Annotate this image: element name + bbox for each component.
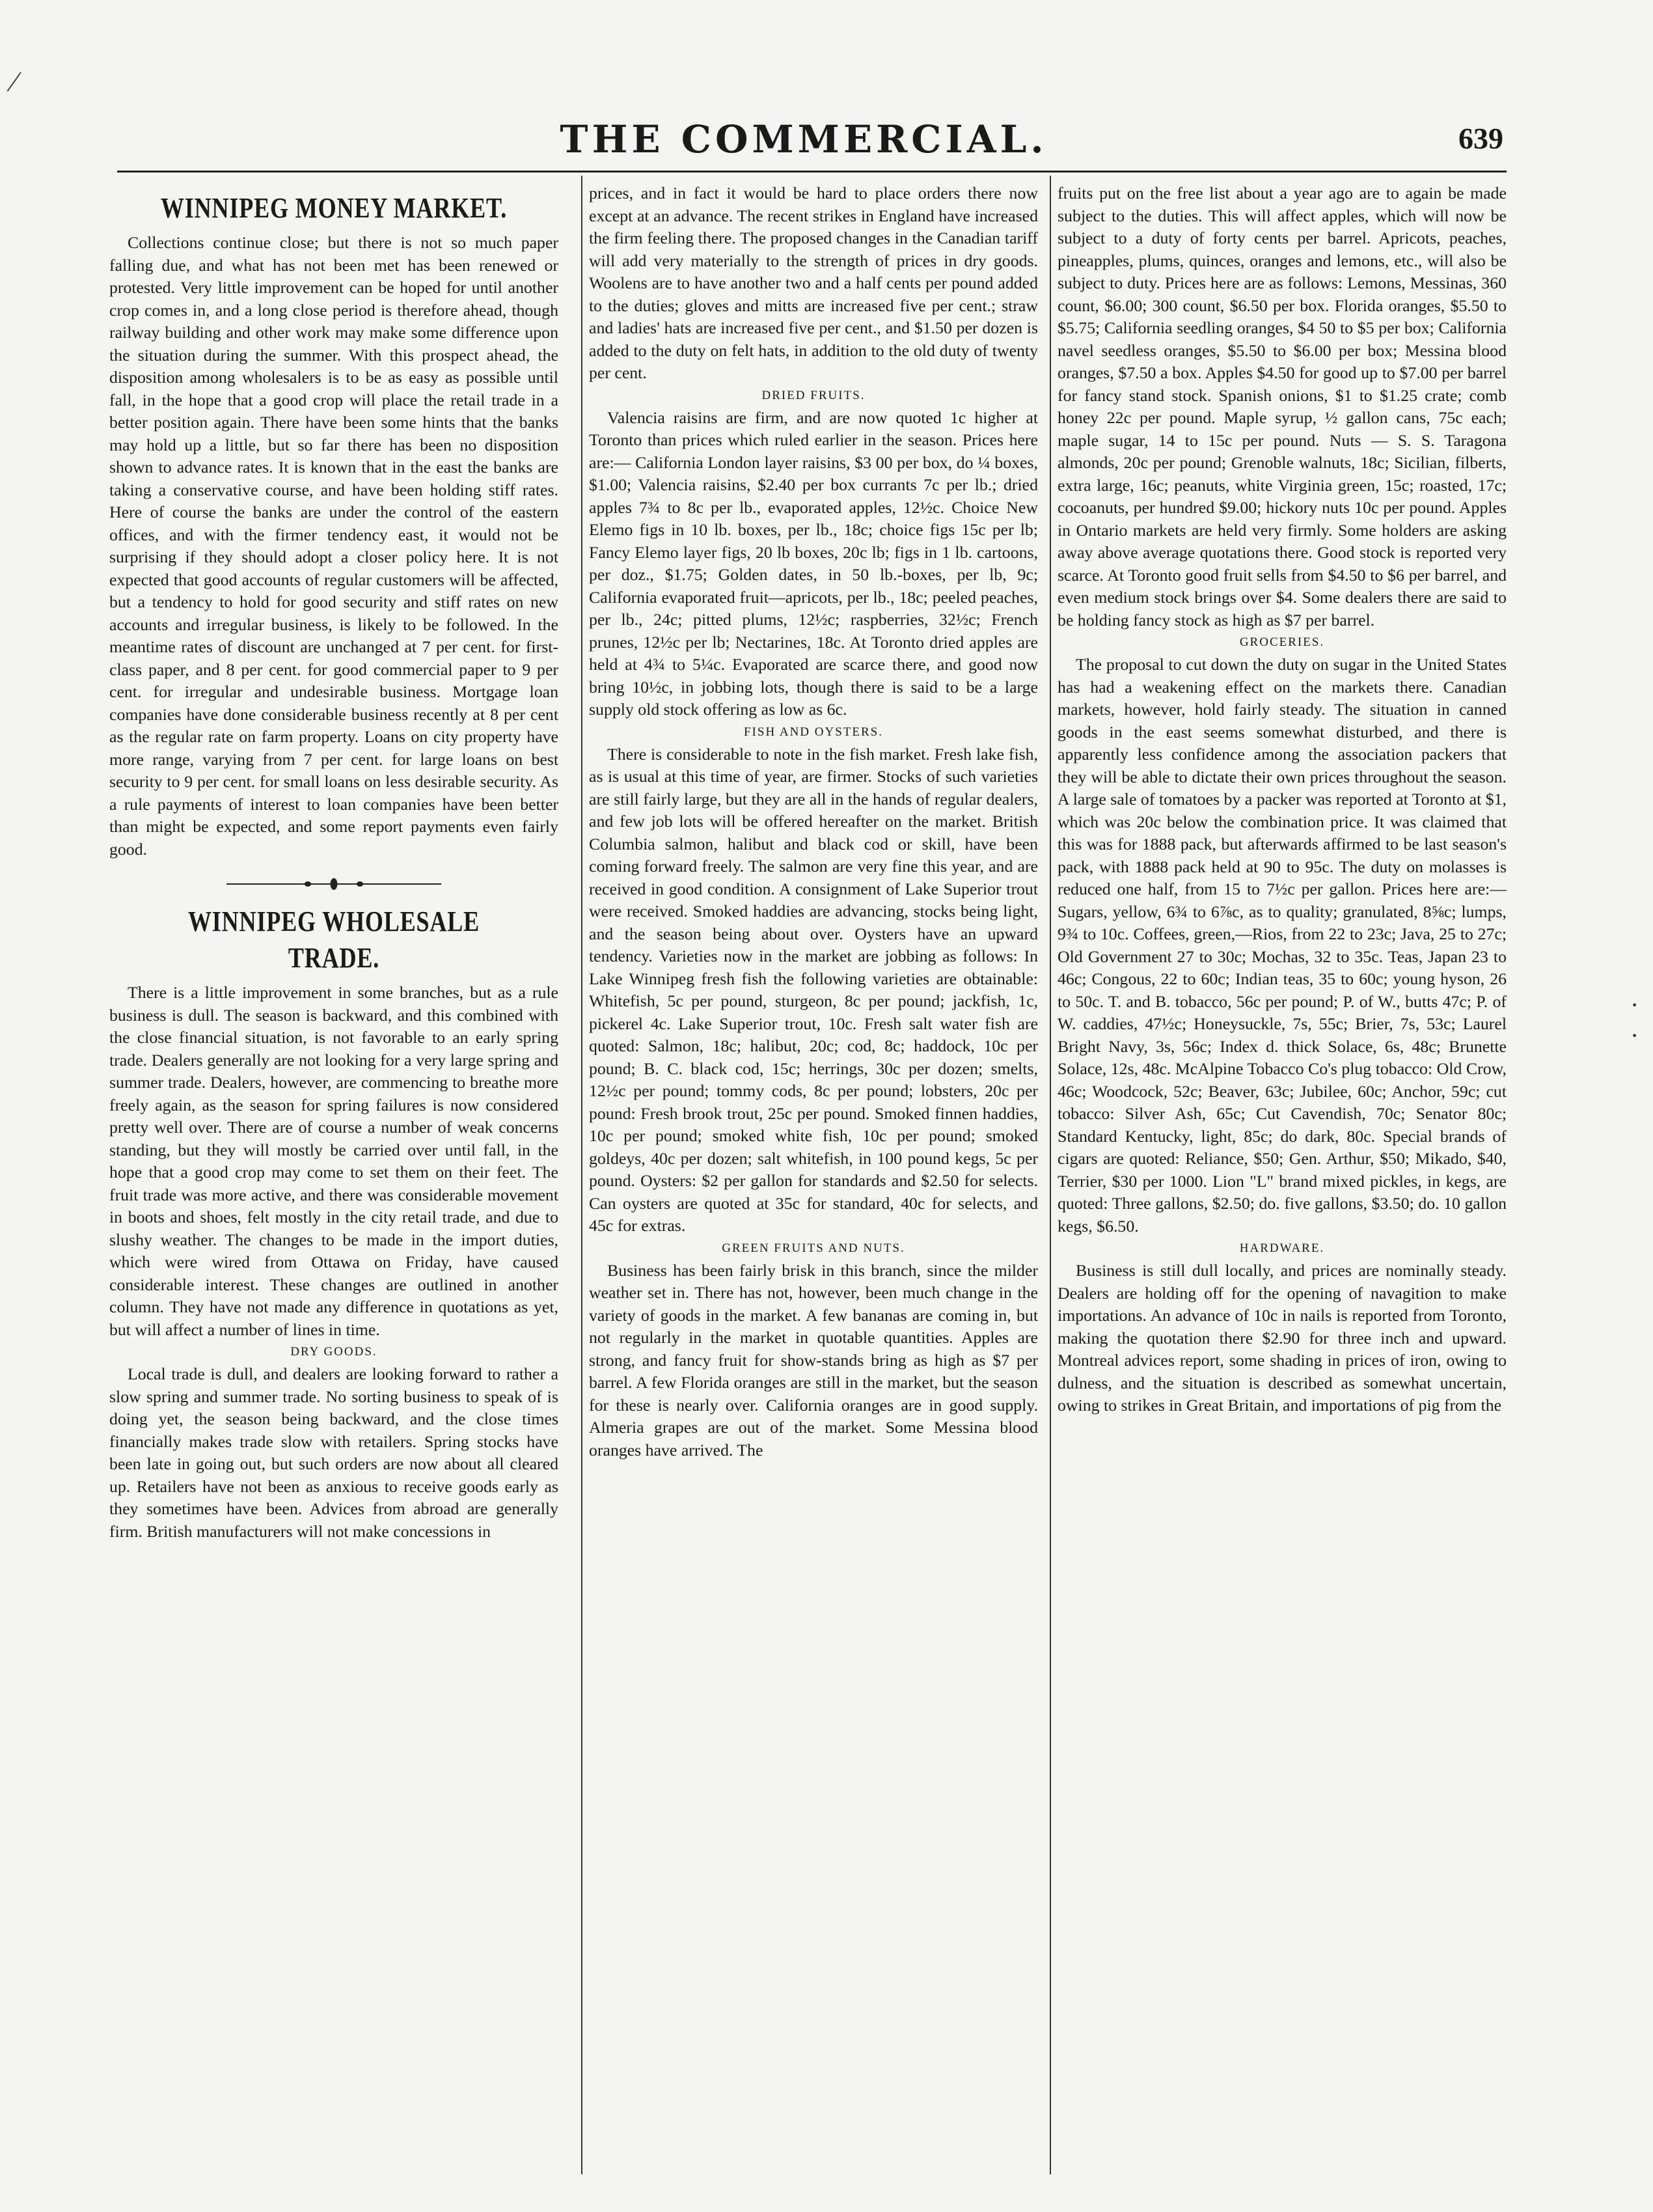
column-3	[1058, 182, 1507, 2187]
article-dry-goods: Local trade is dull, and dealers are looking forward to rather a slow spring and summer trade. No sorting business to speak of is doing yet, the season being backward, and the close times financially makes trade slow with retailers. Spring stocks have been late in going out, but such orders are now about all cleared up. Retailers have not been as anxious to receive goods early as they sometimes have been. Advices from abroad are generally firm. British manufacturers will not make concessions in	[109, 1364, 558, 1541]
edge-mark: · ·	[1630, 990, 1639, 1050]
article-money-market: Collections continue close; but there is not so much paper falling due, and what has not been met has been renewed or protested. Very little improvement can be hoped for until another crop comes in, and a long close period is therefore ahead, though railway building and other work may make some difference upon the situation during the summer. With this prospect ahead, the disposition among wholesalers is to be as easy as possible until fall, in the hope that a good crop will place the retail trade in a better position again. There have been some hints that the banks may hold up a little, but so far there has been no disposition shown to advance rates. It is known that in the east the banks are taking a conservative course, and have been holding stiff rates. Here of course the banks are under the control of the eastern offices, and with the firmer tendency east, it would not be surprising if they should adopt a closer policy here. It is not expected that good accounts of regular customers will be affected, but a tendency to hold for good security and stiff rates on new accounts and irregular business, is likely to be followed. In the meantime rates of discount are unchanged at 7 per cent. for first-class paper, and 8 per cent. for good commercial paper to 9 per cent. for irregular and undesirable business. Mortgage loan companies have done considerable business recently at 8 per cent as the regular rate on farm property. Loans on city property have more range, varying from 7 per cent. for large loans on best security to 9 per cent. for small loans on less desirable security. As a rule payments of interest to loan companies have been better than might be expected, and some report payments even fairly good.	[109, 233, 558, 859]
article-groceries: The proposal to cut down the duty on sugar in the United States has had a weakening effect on the markets there. Canadian markets, however, hold fairly steady. The situation in canned goods in the east seems somewhat disturbed, and there is apparently less confidence among the association packers that they will be able to dictate their own prices throughout the season. A large sale of tomatoes by a packer was reported at Toronto at $1, which was 20c below the combination price. It was claimed that this was for 1888 pack, but afterwards affirmed to be last season's pack, with 1888 pack held at 90 to 95c. The duty on molasses is reduced one half, from 15 to 7½c per gallon. Prices here are:—Sugars, yellow, 6¾ to 6⅞c, as to quality; granulated, 8⅝c; lumps, 9¾ to 10c. Coffees, green,—Rios, from 22 to 23c; Java, 25 to 27c; Old Government 27 to 30c; Mochas, 32 to 35c. Teas, Japan 23 to 46c; Congous, 22 to 60c; Indian teas, 35 to 60c; young hyson, 26 to 50c. T. and B. tobacco, 56c per pound; P. of W., butts 47c; P. of W. caddies, 47½c; Honeysuckle, 7s, 55c; Brier, 7s, 53c; Laurel Bright Navy, 3s, 56c; Index d. thick Solace, 6s, 48c; Brunette Solace, 12s, 48c. McAlpine Tobacco Co's plug tobacco: Old Crow, 46c; Woodcock, 52c; Beaver, 63c; Jubilee, 60c; Anchor, 59c; cut tobacco: Silver Ash, 65c; Cut Cavendish, 70c; Senator 80c; Standard Kentucky, light, 85c; do dark, 80c. Special brands of cigars are quoted: Reliance, $50; Gen. Arthur, $50; Mikado, $40, Terrier, $30 per 1000. Lion "L" brand mixed pickles, in kegs, are quoted: Three gallons, $2.50; do. five gallons, $3.50; do. 10 gallon kegs, $6.50.	[1058, 655, 1507, 1236]
headline-wholesale-trade: WINNIPEG WHOLESALE TRADE.	[187, 906, 480, 974]
column-divider-2	[1050, 176, 1051, 2174]
subhead-dried-fruits: DRIED FRUITS.	[761, 388, 866, 402]
subhead-green-fruits: GREEN FRUITS AND NUTS.	[722, 1241, 905, 1255]
article-dried-fruits: Valencia raisins are firm, and are now quoted 1c higher at Toronto than prices which ruled earlier in the season. Prices here are:— California London layer raisins, $3 00 per box, do ¼ boxes, $1.00; Valencia raisins, $2.40 per box currants 7c per lb.; dried apples 7¾ to 8c per lb., evaporated apples, 12½c. Choice New Elemo figs in 10 lb. boxes, per lb., 18c; choice figs 15c per lb; Fancy Elemo layer figs, 20 lb boxes, 20c lb; figs in 1 lb. cartoons, per doz., $1.75; Golden dates, in 50 lb.-boxes, per lb, 9c; California evaporated fruit—apricots, per lb., 18c; peeled peaches, per lb., 24c; pitted plums, 12½c; raspberries, 32½c; French prunes, 12½c per lb; Nectarines, 18c. At Toronto dried apples are held at 4¾ to 5¼c. Evaporated are scarce there, and good now bring 10½c, in jobbing lots, though there is said to be a large supply old stock offering as low as 6c.	[589, 408, 1038, 719]
article-dry-goods-continued: prices, and in fact it would be hard to place orders there now except at an advance. The recent strikes in England have increased the firm feeling there. The proposed changes in the Canadian tariff will add very materially to the strength of prices in dry goods. Woolens are to have another two and a half cents per pound added to the duties; gloves and mitts are increased five per cent.; straw and ladies' hats are increased five per cent., and $1.50 per dozen is added to the duty on felt hats, in addition to the old duty of twenty per cent.	[589, 184, 1038, 382]
masthead	[104, 117, 1503, 163]
article-hardware: Business is still dull locally, and prices are nominally steady. Dealers are holding off for the opening of navagition to make importations. An advance of 10c in nails is reported from Toronto, making the quotation there $2.90 for three inch and upward. Montreal advices report, some shading in prices of iron, owing to dulness, and the situation is described as somewhat uncertain, owing to strikes in Great Britain, and importations of pig from the	[1058, 1261, 1507, 1415]
margin-mark: ⁄	[12, 66, 17, 98]
column-divider-1	[581, 176, 582, 2174]
subhead-hardware: HARDWARE.	[1239, 1241, 1325, 1255]
subhead-groceries: GROCERIES.	[1239, 635, 1325, 649]
section-ornament	[109, 872, 558, 896]
headline-money-market: WINNIPEG MONEY MARKET.	[160, 192, 508, 224]
subhead-dry-goods: DRY GOODS.	[290, 1345, 377, 1359]
article-green-fruits: Business has been fairly brisk in this branch, since the milder weather set in. There has not, however, been much change in the variety of goods in the market. A few bananas are coming in, but not regularly in the market in quotable quantities. Apples are strong, and fancy fruit for show-stands bring as high as $7 per barrel. A few Florida oranges are still in the market, but the season for these is nearly over. California oranges are in good supply. Almeria grapes are out of the market. Some Messina blood oranges have arrived. The	[589, 1260, 1038, 1459]
masthead-rule	[117, 171, 1507, 173]
article-green-fruits-continued: fruits put on the free list about a year ago are to again be made subject to the duties. This will affect apples, which will now be subject to a duty of forty cents per barrel. Apricots, peaches, pineapples, plums, quinces, oranges and lemons, etc., will also be subject to duty. Prices here are as follows: Lemons, Messinas, 360 count, $6.00; 300 count, $6.50 per box. Florida oranges, $5.50 to $5.75; California seedling oranges, $4 50 to $5 per box; California navel seedless oranges, $5.50 to $6.00 per box; Messina blood oranges, $7.50 a box. Apples $4.50 for good up to $7.00 per barrel for fancy stand stock. Spanish onions, $1 to $1.25 crate; comb honey 22c per pound. Maple syrup, ½ gallon cans, 75c each; maple sugar, 14 to 15c per pound. Nuts — S. S. Taragona almonds, 20c per pound; Grenoble walnuts, 18c; Sicilian, filberts, extra large, 16c; peanuts, white Virginia green, 15c; roasted, 17c; cocoanuts, per hundred $9.00; hickory nuts 10c per pound. Apples in Ontario markets are held very firmly. Some holders are asking away above average quotations there. Good stock is reported very scarce. At Toronto good fruit sells from $4.50 to $6 per barrel, and even medium stock brings over $4. Some dealers there are said to be holding fancy stock as high as $7 per barrel.	[1058, 184, 1507, 629]
page-number: 639	[1458, 122, 1503, 155]
ornament-center-dot	[331, 878, 338, 890]
ornament-dot-left	[305, 881, 311, 887]
ornament-dot-right	[357, 881, 363, 887]
subhead-fish-oysters: FISH AND OYSTERS.	[743, 725, 883, 739]
column-1	[109, 182, 558, 2187]
article-fish-oysters: There is considerable to note in the fish market. Fresh lake fish, as is usual at this time of year, are firmer. Stocks of such varieties are still fairly large, but they are all in the hands of regular dealers, and few job lots will be offered hereafter on the market. British Columbia salmon, halibut and black cod or skill, have been coming forward freely. The salmon are very fine this year, and are received in good condition. A consignment of Lake Superior trout were received. Smoked haddies are advancing, stocks being light, and the season being about over. Oysters have an upward tendency. Varieties now in the market are jobbing as follows: In Lake Winnipeg fresh fish the following varieties are obtainable: Whitefish, 5c per pound, sturgeon, 8c per pound; jackfish, 1c, pickerel 4c. Lake Superior trout, 10c. Fresh salt water fish are quoted: Salmon, 18c; halibut, 20c; cod, 8c; haddock, 10c per pound; B. C. black cod, 15c; herrings, 30c per dozen; smelts, 12½c per pound; tommy cods, 8c per pound; lobsters, 20c per pound: Fresh brook trout, 25c per pound. Smoked finnen haddies, 10c per pound; smoked white fish, 10c per pound; smoked goldeys, 40c per dozen; salt whitefish, in 100 pound kegs, 5c per pound. Oysters: $2 per gallon for standards and $2.50 for selects. Can oysters are quoted at 35c for standard, 40c for selects, and 45c for extras.	[589, 744, 1038, 1235]
publication-title: THE COMMERCIAL.	[560, 117, 1048, 161]
article-wholesale-trade: There is a little improvement in some branches, but as a rule business is dull. The season is backward, and this combined with the close financial situation, is not favorable to an early spring trade. Dealers generally are not looking for a very large spring and summer trade. Dealers, however, are commencing to breathe more freely again, as the season for spring failures is now considered pretty well over. There are of course a number of weak concerns standing, but they will mostly be carried over until fall, in the hope that a good crop may come to set them on their feet. The fruit trade was more active, and there was considerable movement in boots and shoes, felt mostly in the city retail trade, and due to slushy weather. The changes to be made in the import duties, which were wired from Ottawa on Friday, have caused considerable interest. These changes are outlined in another column. They have not made any difference in quotations as yet, but will affect a number of lines in time.	[109, 983, 558, 1339]
column-2	[589, 182, 1038, 2187]
